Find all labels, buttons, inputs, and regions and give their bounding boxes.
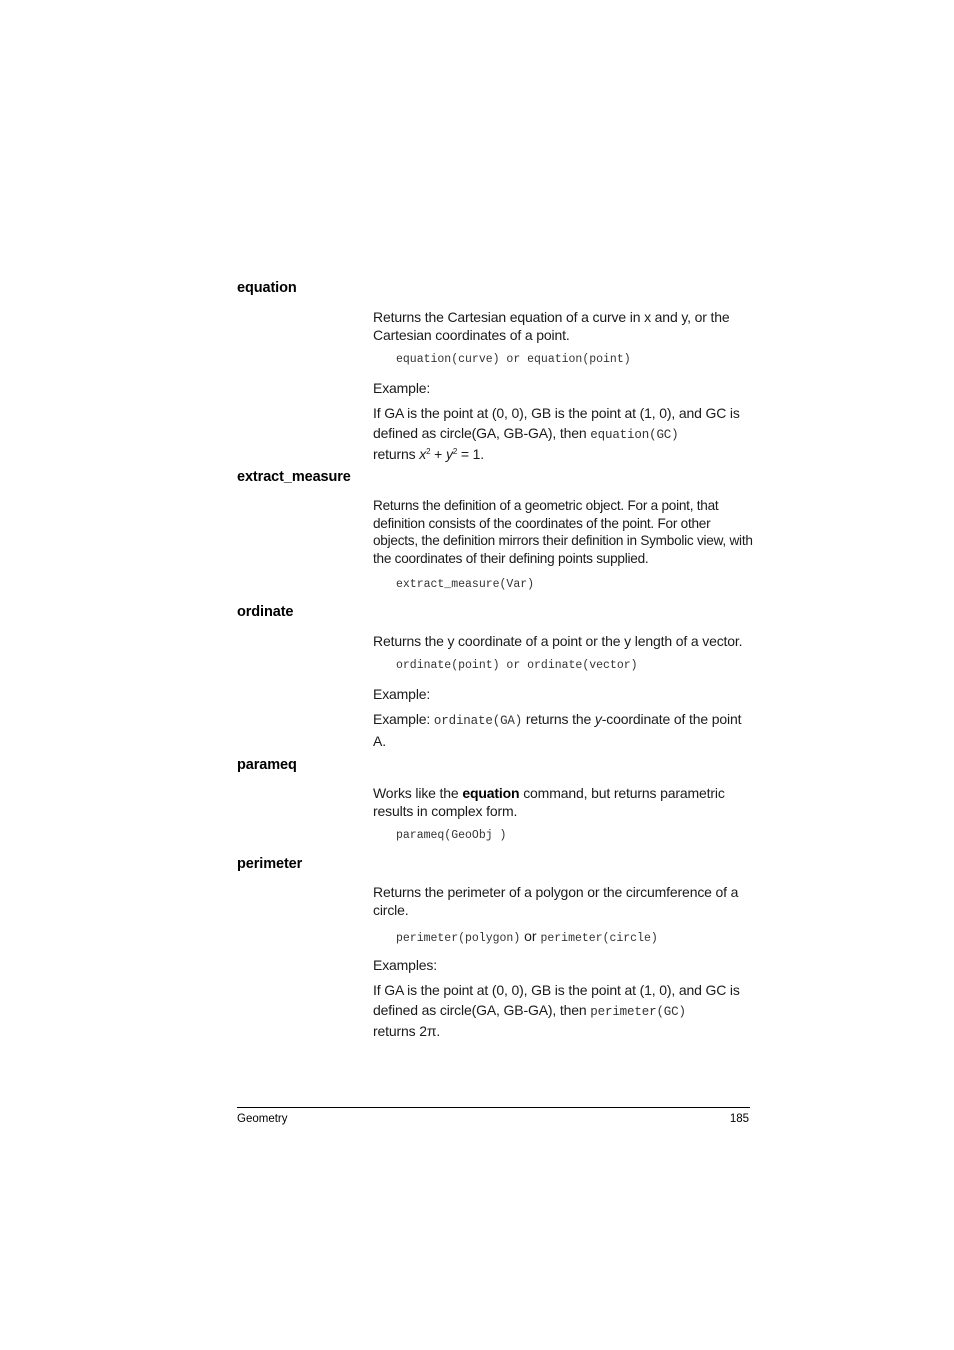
parameq-description-end: command, but returns parametric results in complex form. [373, 785, 725, 819]
equation-example-label: Example: [373, 380, 431, 396]
extract-measure-syntax: extract_measure(Var) [396, 578, 535, 591]
ordinate-description: Returns the y coordinate of a point or the y length of a vector. [373, 633, 743, 649]
equation-example [373, 404, 753, 465]
heading-parameq: parameq [237, 757, 297, 773]
parameq-syntax: parameq(GeoObj ) [396, 829, 507, 842]
perimeter-example-code: perimeter(GC) [590, 1004, 686, 1019]
ordinate-example [373, 710, 753, 751]
equation-result: = 1. [457, 446, 485, 462]
equation-example-code: equation(GC) [590, 427, 679, 442]
ordinate-example-label: Example: [373, 686, 431, 702]
ordinate-syntax: ordinate(point) or ordinate(vector) [396, 659, 638, 672]
ordinate-example-returns: returns the [522, 711, 595, 727]
footer-page-number: 185 [729, 1113, 749, 1125]
ordinate-example-text: Example: [373, 711, 434, 727]
perimeter-syntax-or: or [520, 928, 541, 944]
heading-extract-measure: extract_measure [237, 469, 351, 485]
ordinate-example-code: ordinate(GA) [433, 714, 523, 728]
perimeter-syntax-polygon: perimeter(polygon) [396, 932, 521, 945]
equation-example-text: If GA is the point at (0, 0), GB is the point at (1, 0), and GC is defined as circle(GA, GB-GA), then [373, 405, 740, 441]
heading-equation: equation [237, 280, 297, 296]
parameq-description-start: Works like the [373, 785, 463, 801]
equation-var-y: y [445, 446, 453, 462]
equation-exponent-x: 2 [426, 447, 431, 456]
footer-section-name: Geometry [237, 1113, 288, 1125]
parameq-description [373, 784, 753, 820]
perimeter-example-pi: π [426, 1023, 437, 1039]
perimeter-example-label: Examples: [373, 957, 438, 973]
equation-example-returns: returns [373, 446, 420, 462]
ordinate-example-end: -coordinate of the point A. [373, 711, 742, 749]
equation-var-x: x [419, 446, 427, 462]
perimeter-syntax-circle: perimeter(circle) [540, 932, 658, 945]
heading-perimeter: perimeter [237, 856, 303, 872]
perimeter-example-returns: returns 2 [373, 1023, 427, 1039]
extract-measure-description: Returns the definition of a geometric object. For a point, that definition consists of the coordinates of the point. For other objects, the definition mirrors their definition in Symbolic view, with the coordinates of their defining points supplied. [373, 498, 753, 566]
footer-divider [237, 1107, 750, 1108]
equation-description: Returns the Cartesian equation of a curve in x and y, or the Cartesian coordinates of a point. [373, 309, 730, 343]
perimeter-syntax [396, 928, 658, 945]
ordinate-var-y: y [594, 711, 602, 727]
equation-syntax: equation(curve) or equation(point) [396, 353, 631, 366]
perimeter-description: Returns the perimeter of a polygon or the circumference of a circle. [373, 884, 739, 918]
perimeter-example-end: . [436, 1023, 441, 1039]
parameq-equation-command: equation [462, 785, 520, 801]
equation-plus: + [430, 446, 446, 462]
heading-ordinate: ordinate [237, 604, 294, 620]
perimeter-example-text: If GA is the point at (0, 0), GB is the point at (1, 0), and GC is defined as circle(GA, GB-GA), then [373, 982, 740, 1018]
equation-exponent-y: 2 [452, 447, 458, 456]
perimeter-example [373, 981, 753, 1042]
